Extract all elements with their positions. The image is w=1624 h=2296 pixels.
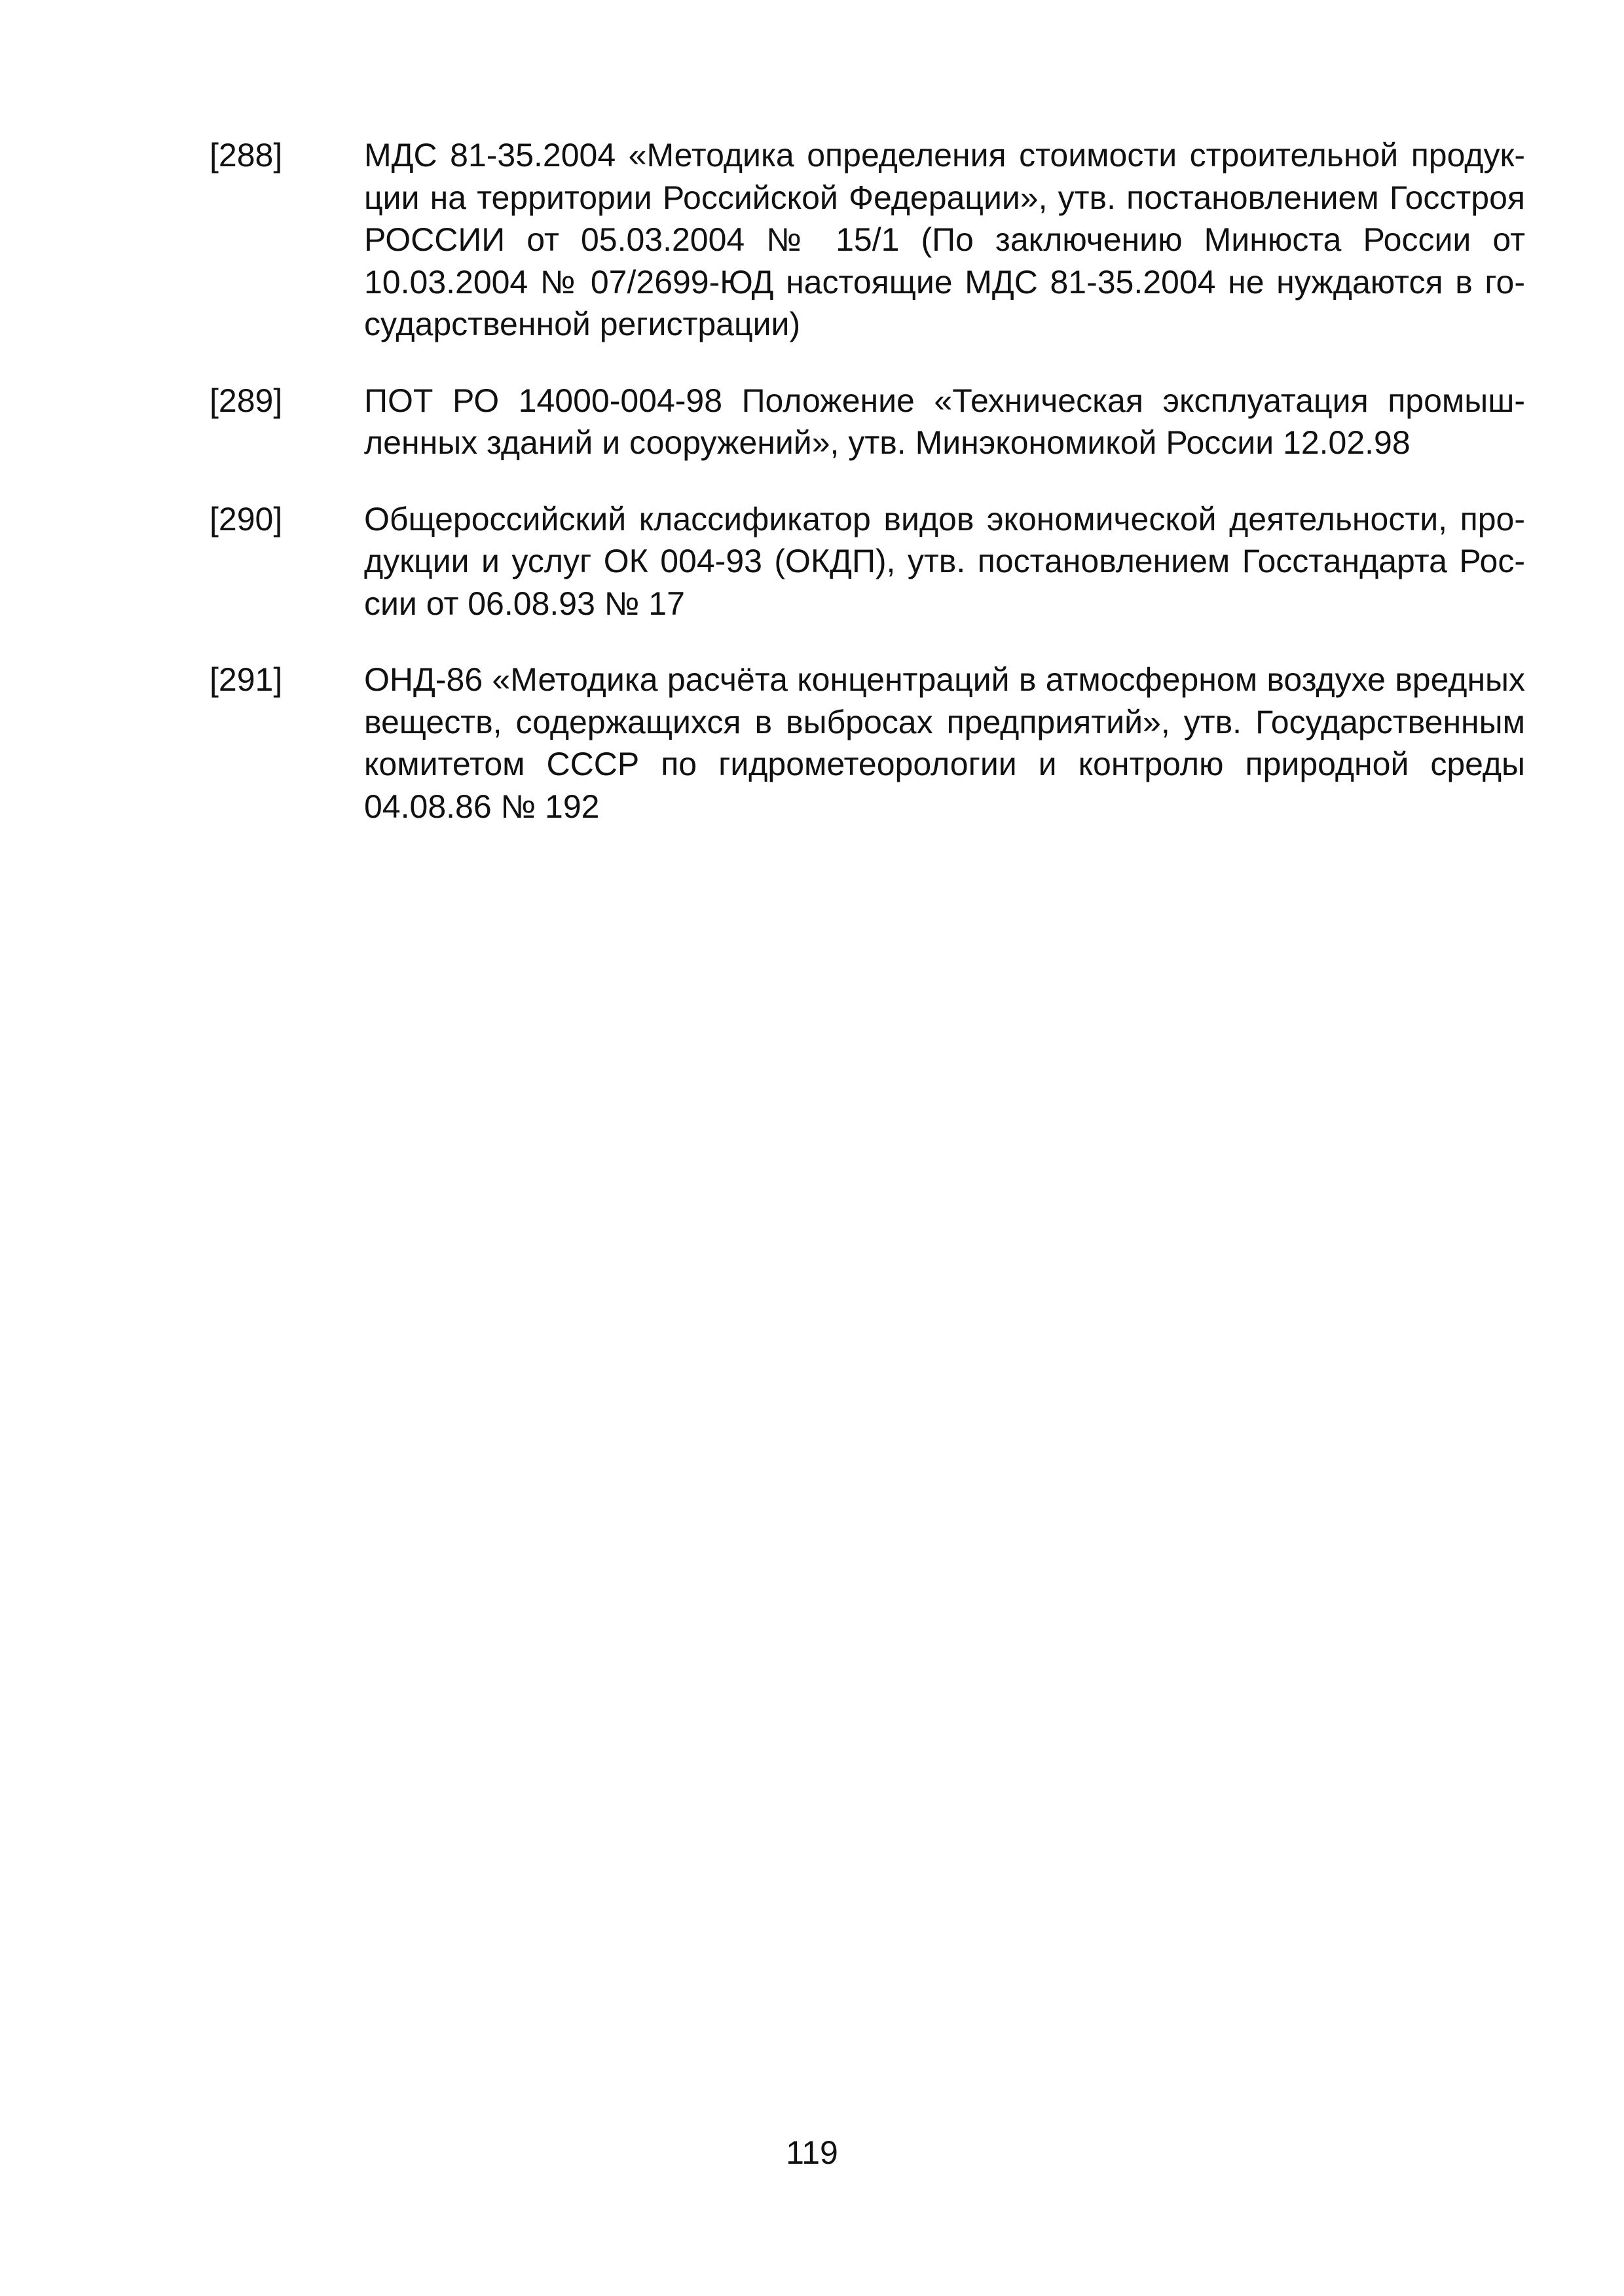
page-number: 119 [786,2134,838,2171]
reference-number: [288] [210,137,283,173]
reference-number: [290] [210,500,283,538]
reference-number: [291] [210,661,283,698]
reference-item [210,380,1525,464]
reference-number: [289] [210,382,283,419]
reference-text: Общероссийский классификатор видов экономической деятельности, продукции и услуг ОК 004-93 (ОКДП), утв. постановлением Госстандарта России от 06.08.93 № 17 [364,500,1525,622]
reference-item [210,659,1525,828]
reference-item [210,498,1525,625]
reference-list [210,134,1525,862]
reference-item [210,134,1525,346]
reference-text: ОНД-86 «Методика расчёта концентраций в атмосферном воздухе вредных веществ, содержащихся в выбросах предприятий», утв. Государственным комитетом СССР по гидрометеорологии и контролю природной среды 04.08.86 № 192 [364,661,1525,825]
reference-text: МДС 81-35.2004 «Методика определения стоимости строительной продукции на территории Российской Федерации», утв. постановлением Госстроя РОССИИ от 05.03.2004 № 15/1 (По заключению Минюста России от 10.03.2004 № 07/2699-ЮД настоящие МДС 81-35.2004 не нуждаются в государственной регистрации) [364,137,1525,342]
reference-text: ПОТ РО 14000-004-98 Положение «Техническая эксплуатация промышленных зданий и сооружений», утв. Минэкономикой России 12.02.98 [364,382,1525,461]
